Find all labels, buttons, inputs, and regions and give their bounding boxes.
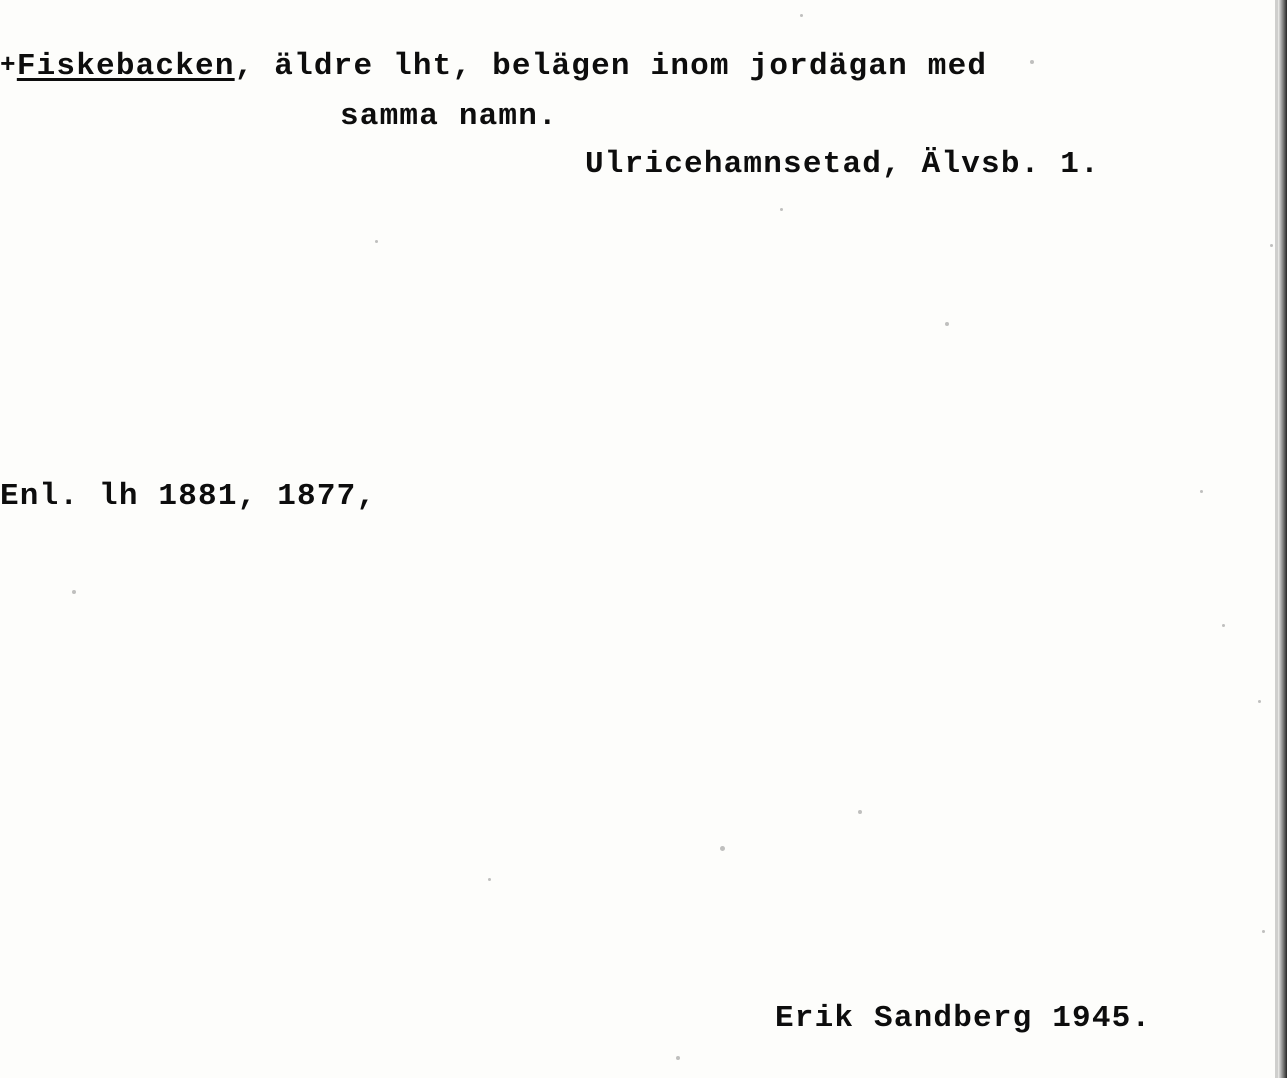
entry-headword-line: [0, 48, 987, 84]
scan-speck: [945, 322, 949, 326]
scan-speck: [800, 14, 803, 17]
signature-line: Erik Sandberg 1945.: [775, 1001, 1152, 1036]
place-parish-line: Ulricehamnsetad, Älvsb. 1.: [585, 147, 1100, 182]
scan-speck: [1030, 60, 1034, 64]
scan-speck: [676, 1056, 680, 1060]
entry-description: , äldre lht, belägen inom jordägan med: [234, 49, 988, 84]
scan-speck: [375, 240, 378, 243]
headword: Fiskebacken: [16, 49, 235, 84]
entry-description-continued: samma namn.: [340, 99, 558, 134]
scan-speck: [1222, 624, 1225, 627]
scan-speck: [1200, 490, 1203, 493]
scan-speck: [858, 810, 862, 814]
scan-edge-shadow: [1278, 0, 1287, 1078]
scan-speck: [1262, 930, 1265, 933]
scan-speck: [72, 590, 76, 594]
source-reference-line: Enl. lh 1881, 1877,: [0, 479, 377, 514]
scan-speck: [1270, 244, 1273, 247]
scan-speck: [780, 208, 783, 211]
scan-speck: [720, 846, 725, 851]
scan-speck: [488, 878, 491, 881]
scan-edge-line: [1275, 0, 1278, 1078]
cross-reference-plus-mark: +: [0, 50, 17, 80]
scan-speck: [1258, 700, 1261, 703]
